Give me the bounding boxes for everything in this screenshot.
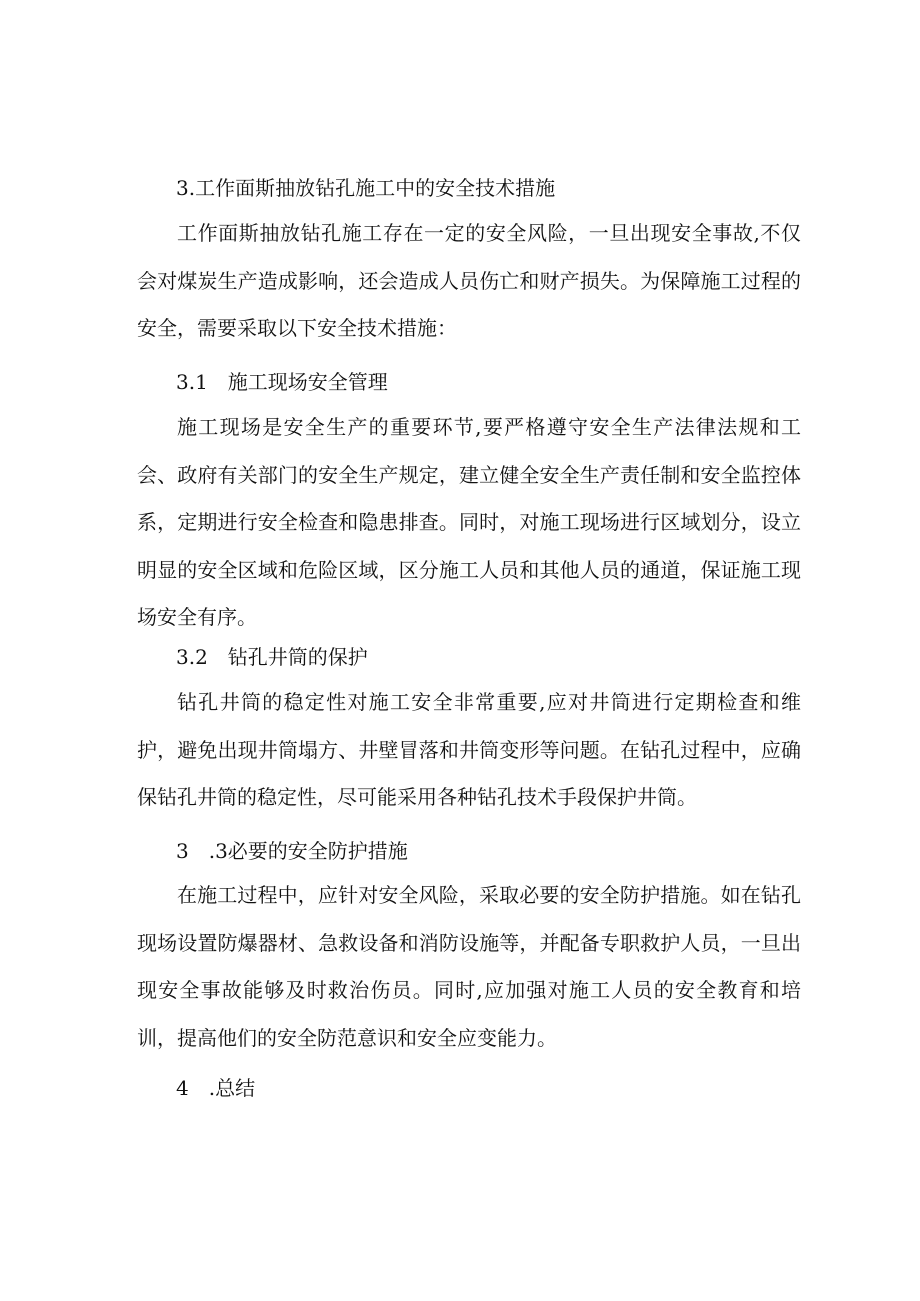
section-3-1-heading: 3.1 施工现场安全管理: [176, 370, 388, 394]
section-3-1-paragraph: 施工现场是安全生产的重要环节,要严格遵守安全生产法律法规和工会、政府有关部门的安全生产规定，建立健全安全生产责任制和安全监控体系，定期进行安全检查和隐患排查。同时，对施工现场进行区域划分，设立明显的安全区域和危险区域，区分施工人员和其他人员的通道，保证施工现场安全有序。: [137, 415, 801, 629]
section-3-intro-paragraph: 工作面斯抽放钻孔施工存在一定的安全风险，一旦出现安全事故,不仅会对煤炭生产造成影响，还会造成人员伤亡和财产损失。为保障施工过程的安全，需要采取以下安全技术措施：: [137, 221, 801, 340]
section-3-heading: 3.工作面斯抽放钻孔施工中的安全技术措施: [176, 176, 556, 200]
section-3-2-heading: 3.2 钻孔井筒的保护: [176, 645, 368, 669]
section-3-2-paragraph: 钻孔井筒的稳定性对施工安全非常重要,应对井筒进行定期检查和维护，避免出现井筒塌方、井壁冒落和井筒变形等问题。在钻孔过程中，应确保钻孔井筒的稳定性，尽可能采用各种钻孔技术手段保护井筒。: [137, 690, 801, 809]
section-3-3-paragraph: 在施工过程中，应针对安全风险，采取必要的安全防护措施。如在钻孔现场设置防爆器材、急救设备和消防设施等，并配备专职救护人员，一旦出现安全事故能够及时救治伤员。同时,应加强对施工人员的安全教育和培训，提高他们的安全防范意识和安全应变能力。: [137, 883, 801, 1050]
section-3-3-heading: 3 .3必要的安全防护措施: [176, 839, 408, 863]
section-4-heading: 4 .总结: [176, 1076, 256, 1100]
